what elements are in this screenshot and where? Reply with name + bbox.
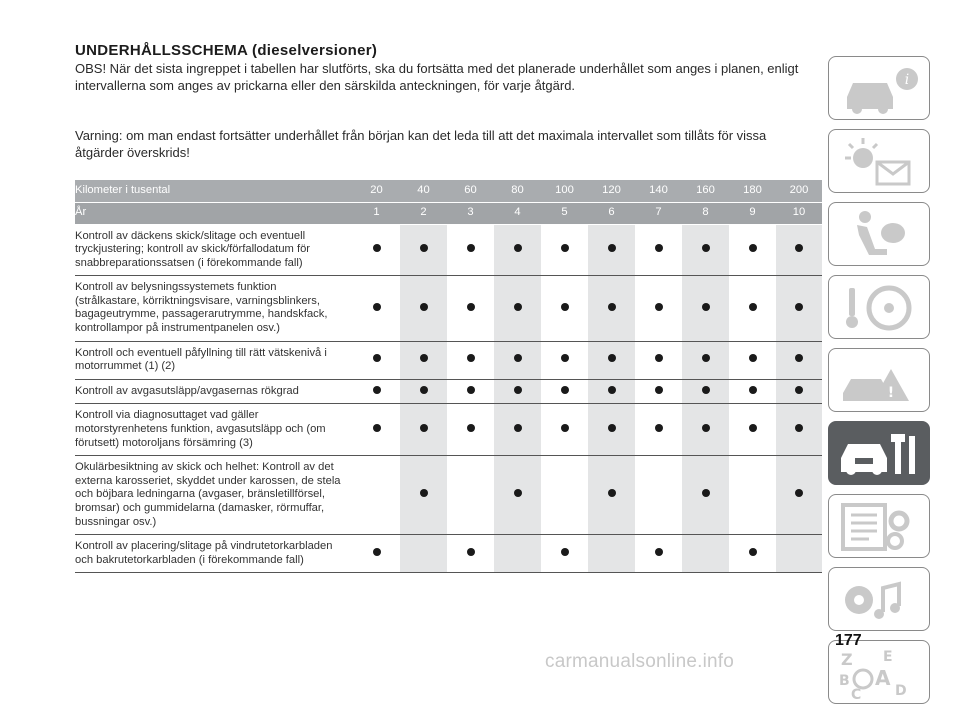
- interval-cell: [541, 276, 588, 341]
- svg-text:D: D: [895, 683, 907, 699]
- table-row: [75, 276, 822, 341]
- interval-dot: [514, 354, 522, 362]
- interval-cell: [729, 535, 776, 573]
- interval-cell: [447, 341, 494, 379]
- interval-cell: [541, 341, 588, 379]
- interval-dot: [514, 244, 522, 252]
- interval-cell: [682, 535, 729, 573]
- seat-airbag-icon: [829, 203, 929, 265]
- km-header-cell: 120: [588, 180, 635, 202]
- km-header-cell: 180: [729, 180, 776, 202]
- interval-dot: [561, 424, 569, 432]
- interval-dot: [749, 386, 757, 394]
- table-row: [75, 224, 822, 276]
- interval-dot: [373, 548, 381, 556]
- year-header-cell: 8: [682, 202, 729, 224]
- interval-dot: [655, 244, 663, 252]
- chapter-tab[interactable]: [828, 567, 930, 631]
- year-header-label: År: [75, 202, 353, 224]
- intro-paragraph: OBS! När det sista ingreppet i tabellen har slutförts, ska du fortsätta med det planerade underhållet som anges i planen, enligt intervallerna som anges av prickarna eller den särskilda anteckningen, för varje åtgärd.: [75, 61, 799, 93]
- interval-cell: [729, 276, 776, 341]
- year-header-cell: 6: [588, 202, 635, 224]
- interval-dot: [514, 303, 522, 311]
- interval-cell: [635, 404, 682, 456]
- interval-cell: [776, 379, 822, 404]
- interval-cell: [494, 341, 541, 379]
- row-description: Okulärbesiktning av skick och helhet: Kontroll av det externa karosseriet, skyddet under karossen, de stela och böjbara ledningarna (avgaser, bränsletillförsel, bromsar) och gummidelarna (damasker, rörmuffar, bussningar osv.): [75, 456, 353, 535]
- interval-cell: [729, 404, 776, 456]
- interval-cell: [729, 341, 776, 379]
- interval-cell: [353, 276, 400, 341]
- interval-cell: [447, 379, 494, 404]
- interval-dot: [467, 548, 475, 556]
- interval-dot: [795, 489, 803, 497]
- chapter-tab[interactable]: [828, 202, 930, 266]
- interval-cell: [353, 456, 400, 535]
- table-row: [75, 456, 822, 535]
- interval-cell: [682, 456, 729, 535]
- interval-dot: [608, 244, 616, 252]
- interval-dot: [561, 386, 569, 394]
- km-header-row: [75, 180, 822, 202]
- interval-cell: [353, 224, 400, 276]
- interval-dot: [749, 244, 757, 252]
- chapter-tab[interactable]: [828, 56, 930, 120]
- interval-cell: [682, 224, 729, 276]
- interval-cell: [494, 276, 541, 341]
- interval-cell: [447, 224, 494, 276]
- interval-dot: [608, 489, 616, 497]
- interval-cell: [494, 404, 541, 456]
- interval-cell: [635, 341, 682, 379]
- interval-dot: [608, 386, 616, 394]
- interval-cell: [447, 404, 494, 456]
- warning-lights-icon: [829, 130, 929, 192]
- interval-dot: [795, 386, 803, 394]
- interval-cell: [541, 456, 588, 535]
- interval-dot: [655, 548, 663, 556]
- schedule-body: [75, 224, 822, 573]
- year-header-cell: 2: [400, 202, 447, 224]
- svg-text:i: i: [904, 72, 910, 88]
- chapter-tab[interactable]: [828, 494, 930, 558]
- interval-cell: [682, 404, 729, 456]
- interval-dot: [467, 424, 475, 432]
- interval-dot: [420, 489, 428, 497]
- interval-cell: [400, 224, 447, 276]
- interval-cell: [353, 404, 400, 456]
- interval-dot: [655, 354, 663, 362]
- interval-cell: [588, 224, 635, 276]
- interval-cell: [541, 224, 588, 276]
- row-description: Kontroll av belysningssystemets funktion (strålkastare, körriktningsvisare, varningsblinkers, bagageutrymme, passagerarutrymme, handskfack, kontrollampor på instrumentpanelen osv.): [75, 276, 353, 341]
- table-row: [75, 535, 822, 573]
- interval-dot: [608, 424, 616, 432]
- interval-cell: [494, 379, 541, 404]
- interval-cell: [635, 276, 682, 341]
- interval-dot: [561, 244, 569, 252]
- interval-dot: [561, 548, 569, 556]
- year-header-cell: 1: [353, 202, 400, 224]
- row-description: Kontroll via diagnosuttaget vad gäller motorstyrenhetens funktion, avgasutsläpp och (om förutsett) motoroljans försämring (3): [75, 404, 353, 456]
- interval-dot: [655, 303, 663, 311]
- interval-cell: [541, 379, 588, 404]
- interval-dot: [749, 424, 757, 432]
- interval-dot: [420, 424, 428, 432]
- row-description: Kontroll och eventuell påfyllning till rätt vätskenivå i motorrummet (1) (2): [75, 341, 353, 379]
- year-header-cell: 4: [494, 202, 541, 224]
- interval-cell: [729, 379, 776, 404]
- chapter-tab[interactable]: [828, 275, 930, 339]
- interval-dot: [795, 354, 803, 362]
- row-description: Kontroll av placering/slitage på vindrutetorkarbladen och bakrutetorkarbladen (i förekommande fall): [75, 535, 353, 573]
- interval-dot: [420, 244, 428, 252]
- interval-dot: [702, 244, 710, 252]
- year-header-cell: 9: [729, 202, 776, 224]
- car-info-icon: [829, 57, 929, 119]
- interval-dot: [467, 244, 475, 252]
- interval-cell: [635, 224, 682, 276]
- svg-text:A: A: [875, 666, 891, 690]
- km-header-cell: 160: [682, 180, 729, 202]
- interval-cell: [588, 276, 635, 341]
- page-number: 177: [835, 632, 862, 649]
- accident-icon: [829, 349, 929, 411]
- interval-dot: [702, 303, 710, 311]
- interval-dot: [655, 386, 663, 394]
- warning-paragraph: Varning: om man endast fortsätter underhållet från början kan det leda till att det maximala intervallet som tillåts för vissa åtgärder överskrids!: [75, 128, 767, 160]
- interval-cell: [635, 456, 682, 535]
- interval-cell: [588, 404, 635, 456]
- interval-cell: [776, 341, 822, 379]
- interval-cell: [400, 379, 447, 404]
- interval-cell: [729, 224, 776, 276]
- interval-dot: [795, 424, 803, 432]
- specs-gear-icon: [829, 495, 929, 557]
- table-row: [75, 404, 822, 456]
- interval-cell: [682, 379, 729, 404]
- interval-dot: [795, 303, 803, 311]
- interval-dot: [373, 354, 381, 362]
- interval-dot: [467, 303, 475, 311]
- interval-cell: [776, 404, 822, 456]
- km-header-cell: 60: [447, 180, 494, 202]
- year-header-cell: 7: [635, 202, 682, 224]
- interval-dot: [702, 386, 710, 394]
- interval-cell: [353, 535, 400, 573]
- interval-dot: [514, 489, 522, 497]
- km-header-cell: 100: [541, 180, 588, 202]
- interval-dot: [561, 303, 569, 311]
- svg-text:C: C: [851, 687, 862, 703]
- interval-cell: [447, 456, 494, 535]
- interval-cell: [494, 224, 541, 276]
- interval-cell: [400, 404, 447, 456]
- interval-cell: [776, 224, 822, 276]
- interval-dot: [373, 303, 381, 311]
- chapter-tab[interactable]: [828, 348, 930, 412]
- km-header-cell: 80: [494, 180, 541, 202]
- year-header-cell: 3: [447, 202, 494, 224]
- table-row: [75, 379, 822, 404]
- interval-cell: [400, 276, 447, 341]
- interval-cell: [776, 276, 822, 341]
- row-description: Kontroll av avgasutsläpp/avgasernas rökgrad: [75, 379, 353, 404]
- interval-dot: [467, 386, 475, 394]
- interval-cell: [588, 379, 635, 404]
- interval-dot: [420, 303, 428, 311]
- interval-dot: [749, 548, 757, 556]
- svg-text:Z: Z: [841, 650, 853, 669]
- interval-dot: [702, 424, 710, 432]
- interval-dot: [373, 424, 381, 432]
- watermark: carmanualsonline.info: [545, 651, 735, 672]
- interval-dot: [467, 354, 475, 362]
- interval-cell: [447, 535, 494, 573]
- interval-dot: [561, 354, 569, 362]
- interval-cell: [729, 456, 776, 535]
- row-description: Kontroll av däckens skick/slitage och eventuell tryckjustering; kontroll av skick/förfallodatum för snabbreparationssatsen (i förekommande fall): [75, 224, 353, 276]
- km-header-cell: 20: [353, 180, 400, 202]
- interval-cell: [353, 379, 400, 404]
- interval-dot: [749, 354, 757, 362]
- interval-dot: [655, 424, 663, 432]
- interval-dot: [702, 489, 710, 497]
- km-header-label: Kilometer i tusental: [75, 180, 353, 202]
- interval-dot: [373, 244, 381, 252]
- interval-cell: [400, 341, 447, 379]
- svg-text:!: !: [887, 385, 895, 401]
- multimedia-icon: [829, 568, 929, 630]
- car-service-icon: [829, 422, 929, 484]
- interval-dot: [608, 303, 616, 311]
- chapter-tab[interactable]: [828, 421, 930, 485]
- interval-cell: [588, 535, 635, 573]
- year-header-cell: 10: [776, 202, 822, 224]
- steering-key-icon: [829, 276, 929, 338]
- interval-cell: [541, 535, 588, 573]
- km-header-cell: 40: [400, 180, 447, 202]
- interval-cell: [541, 404, 588, 456]
- year-header-cell: 5: [541, 202, 588, 224]
- interval-dot: [795, 244, 803, 252]
- interval-cell: [588, 456, 635, 535]
- interval-cell: [494, 456, 541, 535]
- interval-cell: [682, 341, 729, 379]
- interval-cell: [682, 276, 729, 341]
- interval-dot: [514, 386, 522, 394]
- interval-cell: [494, 535, 541, 573]
- interval-dot: [608, 354, 616, 362]
- interval-cell: [635, 379, 682, 404]
- interval-cell: [400, 456, 447, 535]
- interval-cell: [635, 535, 682, 573]
- interval-dot: [749, 303, 757, 311]
- km-header-cell: 200: [776, 180, 822, 202]
- interval-dot: [373, 386, 381, 394]
- interval-cell: [776, 535, 822, 573]
- interval-dot: [702, 354, 710, 362]
- table-row: [75, 341, 822, 379]
- interval-cell: [588, 341, 635, 379]
- interval-dot: [514, 424, 522, 432]
- maintenance-schedule-table: [75, 180, 822, 573]
- interval-dot: [420, 386, 428, 394]
- interval-cell: [400, 535, 447, 573]
- chapter-tab[interactable]: [828, 129, 930, 193]
- interval-cell: [776, 456, 822, 535]
- svg-text:E: E: [883, 649, 893, 665]
- km-header-cell: 140: [635, 180, 682, 202]
- page-title: UNDERHÅLLSSCHEMA (dieselversioner): [75, 42, 378, 59]
- interval-dot: [420, 354, 428, 362]
- interval-cell: [447, 276, 494, 341]
- interval-cell: [353, 341, 400, 379]
- year-header-row: [75, 202, 822, 224]
- index-letters-icon: [829, 641, 929, 703]
- svg-text:B: B: [839, 673, 850, 689]
